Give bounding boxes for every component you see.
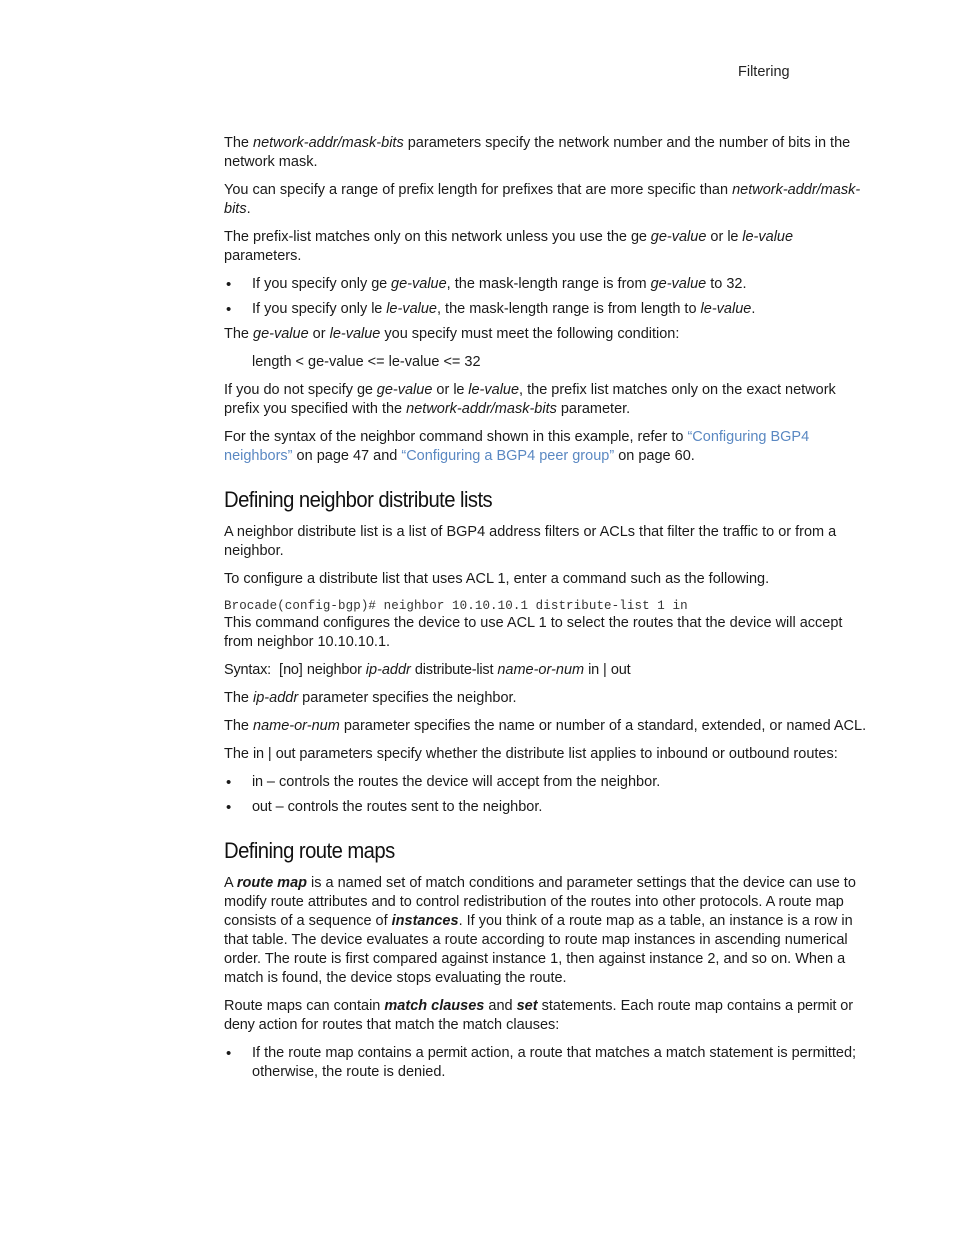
condition-expression: length < ge-value <= le-value <= 32 [252,354,481,370]
paragraph-name-or-num: The name-or-num parameter specifies the name or number of a standard, extended, or named ACL. [224,718,867,734]
running-header: Filtering [738,64,790,80]
paragraph-prefix-list-match: The prefix-list matches only on this network unless you use the ge ge-value or le le-value parameters. [224,229,794,264]
in-out-bullets [224,773,870,817]
paragraph-in-out: The in | out parameters specify whether the distribute list applies to inbound or outbound routes: [224,746,838,762]
list-item: • If you specify only ge ge-value, the mask-length range is from ge-value to 32. [224,275,870,294]
code-example: Brocade(config-bgp)# neighbor 10.10.10.1 distribute-list 1 in [224,599,688,613]
heading-route-maps: Defining route maps [224,838,395,863]
list-item: • If the route map contains a permit action, a route that matches a match statement is permitted; otherwise, the route is denied. [224,1044,870,1082]
paragraph-match-clauses: Route maps can contain match clauses and set statements. Each route map contains a permit or deny action for routes that match the match clauses: [224,998,854,1033]
heading-neighbor-distribute-lists: Defining neighbor distribute lists [224,487,493,512]
paragraph-exact-match: If you do not specify ge ge-value or le le-value, the prefix list matches only on the exact network prefix you specified with the network-addr/mask-bits parameter. [224,382,836,417]
paragraph-command-effect: This command configures the device to use ACL 1 to select the routes that the device will accept from neighbor 10.10.10.1. [224,615,843,650]
list-item: • in – controls the routes the device will accept from the neighbor. [224,773,870,792]
permit-bullets [224,1044,870,1082]
paragraph-ip-addr: The ip-addr parameter specifies the neighbor. [224,690,517,706]
paragraph-prefix-range: You can specify a range of prefix length for prefixes that are more specific than network-addr/mask-bits. [224,182,861,217]
paragraph-distribute-list-def: A neighbor distribute list is a list of BGP4 address filters or ACLs that filter the traffic to or from a neighbor. [224,524,837,559]
paragraph-route-map-def: A route map is a named set of match conditions and parameter settings that the device can use to modify route attributes and to control redistribution of the routes into other protocols. A route map consists of a sequence of instances. If you think of a route map as a table, an instance is a row in that table. The device evaluates a route according to route map instances in ascending numerical order. The route is first compared against instance 1, then against instance 2, and so on. When a match is found, the device stops evaluating the route. [224,875,856,986]
document-body [224,134,870,1088]
mask-length-bullets [224,275,870,319]
list-item: • out – controls the routes sent to the neighbor. [224,798,870,817]
syntax-line: Syntax: [no] neighbor ip-addr distribute-list name-or-num in | out [224,662,631,678]
paragraph-syntax-reference: For the syntax of the neighbor command shown in this example, refer to “Configuring BGP4 neighbors” on page 47 and “Configuring a BGP4 peer group” on page 60. [224,429,810,464]
paragraph-condition-intro: The ge-value or le-value you specify must meet the following condition: [224,326,680,342]
paragraph-configure-intro: To configure a distribute list that uses ACL 1, enter a command such as the following. [224,571,770,587]
paragraph-network-addr: The network-addr/mask-bits parameters specify the network number and the number of bits in the network mask. [224,135,851,170]
list-item: • If you specify only le le-value, the mask-length range is from length to le-value. [224,300,870,319]
link-configuring-bgp4-peer-group[interactable]: “Configuring a BGP4 peer group” [401,448,615,464]
link-configuring-bgp4-neighbors[interactable]: “Configuring BGP4 neighbors” [224,429,810,464]
